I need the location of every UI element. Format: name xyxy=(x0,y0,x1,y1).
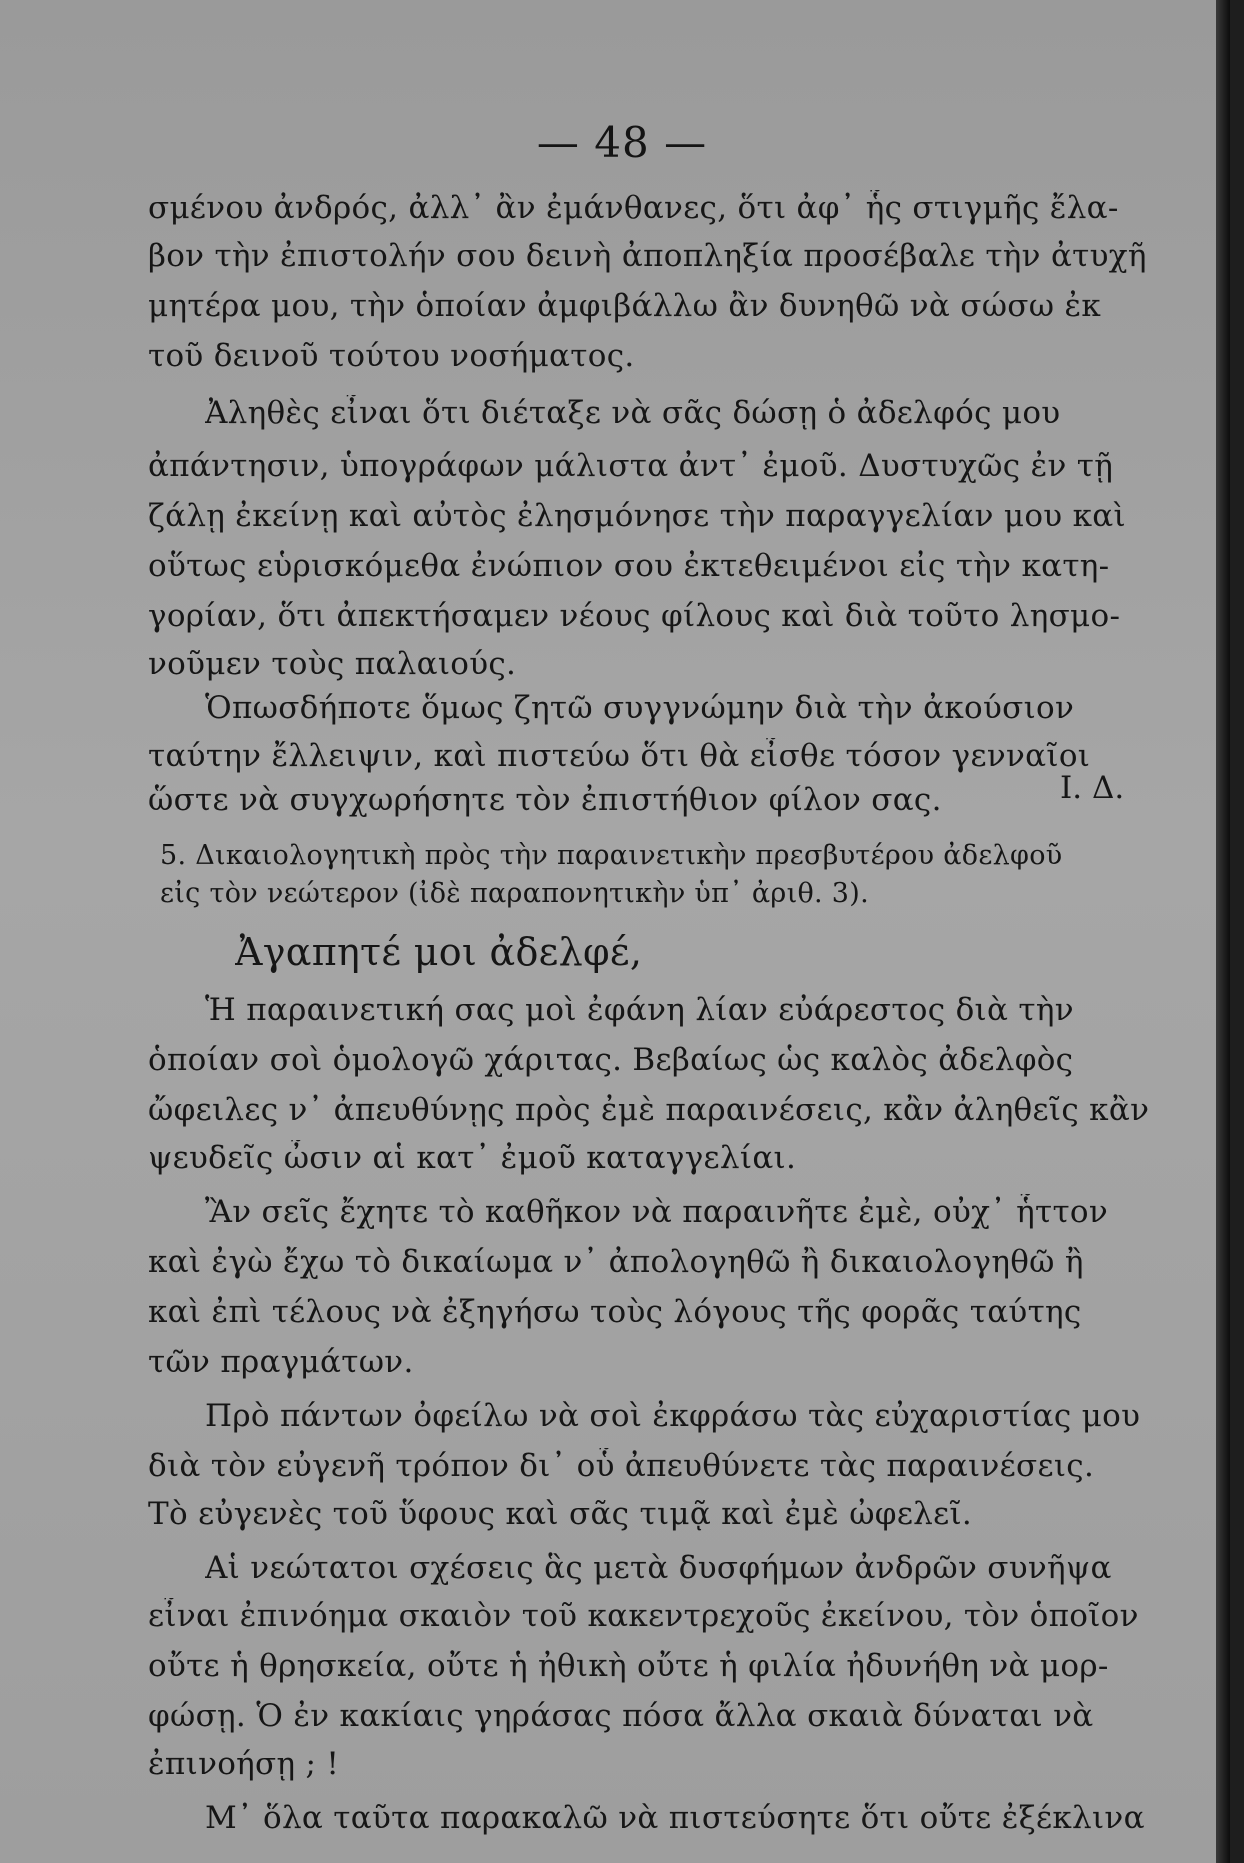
text-line: Ἡ παραινετική σας μοὶ ἐφάνη λίαν εὐάρεστος διὰ τὴν xyxy=(205,992,1074,1028)
text-line: καὶ ἐγὼ ἔχω τὸ δικαίωμα ν᾽ ἀπολογηθῶ ἢ δικαιολογηθῶ ἢ xyxy=(148,1244,1084,1280)
text-line: Αἱ νεώτατοι σχέσεις ἃς μετὰ δυσφήμων ἀνδρῶν συνῆψα xyxy=(205,1550,1112,1586)
text-line: ὁποίαν σοὶ ὁμολογῶ χάριτας. Βεβαίως ὡς καλὸς ἀδελφὸς xyxy=(148,1042,1074,1078)
text-line: ταύτην ἔλλειψιν, καὶ πιστεύω ὅτι θὰ εἶσθε τόσον γενναῖοι xyxy=(148,738,1091,774)
book-binding-edge xyxy=(1216,0,1230,1863)
signature-initials: Ι. Δ. xyxy=(1060,770,1125,806)
text-line: ὤφειλες ν᾽ ἀπευθύνῃς πρὸς ἐμὲ παραινέσεις, κἂν ἀληθεῖς κἂν xyxy=(148,1092,1150,1128)
text-line: Τὸ εὐγενὲς τοῦ ὕφους καὶ σᾶς τιμᾷ καὶ ἐμὲ ὠφελεῖ. xyxy=(148,1496,973,1532)
text-line: Ἂν σεῖς ἔχητε τὸ καθῆκον νὰ παραινῆτε ἐμὲ, οὐχ᾽ ἧττον xyxy=(205,1194,1109,1230)
text-line: ἀπάντησιν, ὑπογράφων μάλιστα ἀντ᾽ ἐμοῦ. Δυστυχῶς ἐν τῇ xyxy=(148,448,1114,484)
text-line: τῶν πραγμάτων. xyxy=(148,1344,414,1380)
section-heading-line: 5. Δικαιολογητικὴ πρὸς τὴν παραινετικὴν πρεσβυτέρου ἀδελφοῦ xyxy=(160,840,1063,871)
text-line: νοῦμεν τοὺς παλαιούς. xyxy=(148,646,517,682)
text-line: Μ᾽ ὅλα ταῦτα παρακαλῶ νὰ πιστεύσητε ὅτι οὔτε ἐξέκλινα xyxy=(205,1800,1145,1836)
section-heading-line: εἰς τὸν νεώτερον (ἰδὲ παραπονητικὴν ὑπ᾽ ἀριθ. 3). xyxy=(160,878,869,909)
text-line: τοῦ δεινοῦ τούτου νοσήματος. xyxy=(148,338,635,374)
text-line: Πρὸ πάντων ὀφείλω νὰ σοὶ ἐκφράσω τὰς εὐχαριστίας μου xyxy=(205,1398,1141,1434)
text-line: φώσῃ. Ὁ ἐν κακίαις γηράσας πόσα ἄλλα σκαιὰ δύναται νὰ xyxy=(148,1698,1094,1734)
text-line: καὶ ἐπὶ τέλους νὰ ἐξηγήσω τοὺς λόγους τῆς φορᾶς ταύτης xyxy=(148,1294,1082,1330)
text-line: βον τὴν ἐπιστολήν σου δεινὴ ἀποπληξία προσέβαλε τὴν ἀτυχῆ xyxy=(148,238,1147,274)
text-line: ὥστε νὰ συγχωρήσητε τὸν ἐπιστήθιον φίλον σας. xyxy=(148,782,942,818)
text-line: ψευδεῖς ὦσιν αἱ κατ᾽ ἐμοῦ καταγγελίαι. xyxy=(148,1140,797,1176)
text-line: διὰ τὸν εὐγενῆ τρόπον δι᾽ οὗ ἀπευθύνετε τὰς παραινέσεις. xyxy=(148,1448,1095,1484)
salutation: Ἀγαπητέ μοι ἀδελφέ, xyxy=(235,930,643,974)
text-line: γορίαν, ὅτι ἀπεκτήσαμεν νέους φίλους καὶ διὰ τοῦτο λησμο- xyxy=(148,598,1121,634)
text-line: ζάλῃ ἐκείνῃ καὶ αὐτὸς ἐλησμόνησε τὴν παραγγελίαν μου καὶ xyxy=(148,498,1126,534)
text-line: σμένου ἀνδρός, ἀλλ᾽ ἂν ἐμάνθανες, ὅτι ἀφ᾽ ἧς στιγμῆς ἔλα- xyxy=(148,190,1119,226)
page-number: — 48 — xyxy=(536,118,708,167)
text-line: μητέρα μου, τὴν ὁποίαν ἀμφιβάλλω ἂν δυνηθῶ νὰ σώσω ἐκ xyxy=(148,288,1102,324)
text-line: οὕτως εὑρισκόμεθα ἐνώπιον σου ἐκτεθειμένοι εἰς τὴν κατη- xyxy=(148,548,1110,584)
text-line: ἐπινοήσῃ ; ! xyxy=(148,1746,340,1782)
text-line: οὔτε ἡ θρησκεία, οὔτε ἡ ἠθικὴ οὔτε ἡ φιλία ἠδυνήθη νὰ μορ- xyxy=(148,1648,1109,1684)
text-line: Ὁπωσδήποτε ὅμως ζητῶ συγγνώμην διὰ τὴν ἀκούσιον xyxy=(205,690,1075,726)
text-line: Ἀληθὲς εἶναι ὅτι διέταξε νὰ σᾶς δώσῃ ὁ ἀδελφός μου xyxy=(205,395,1061,431)
text-line: εἶναι ἐπινόημα σκαιὸν τοῦ κακεντρεχοῦς ἐκείνου, τὸν ὁποῖον xyxy=(148,1598,1139,1634)
